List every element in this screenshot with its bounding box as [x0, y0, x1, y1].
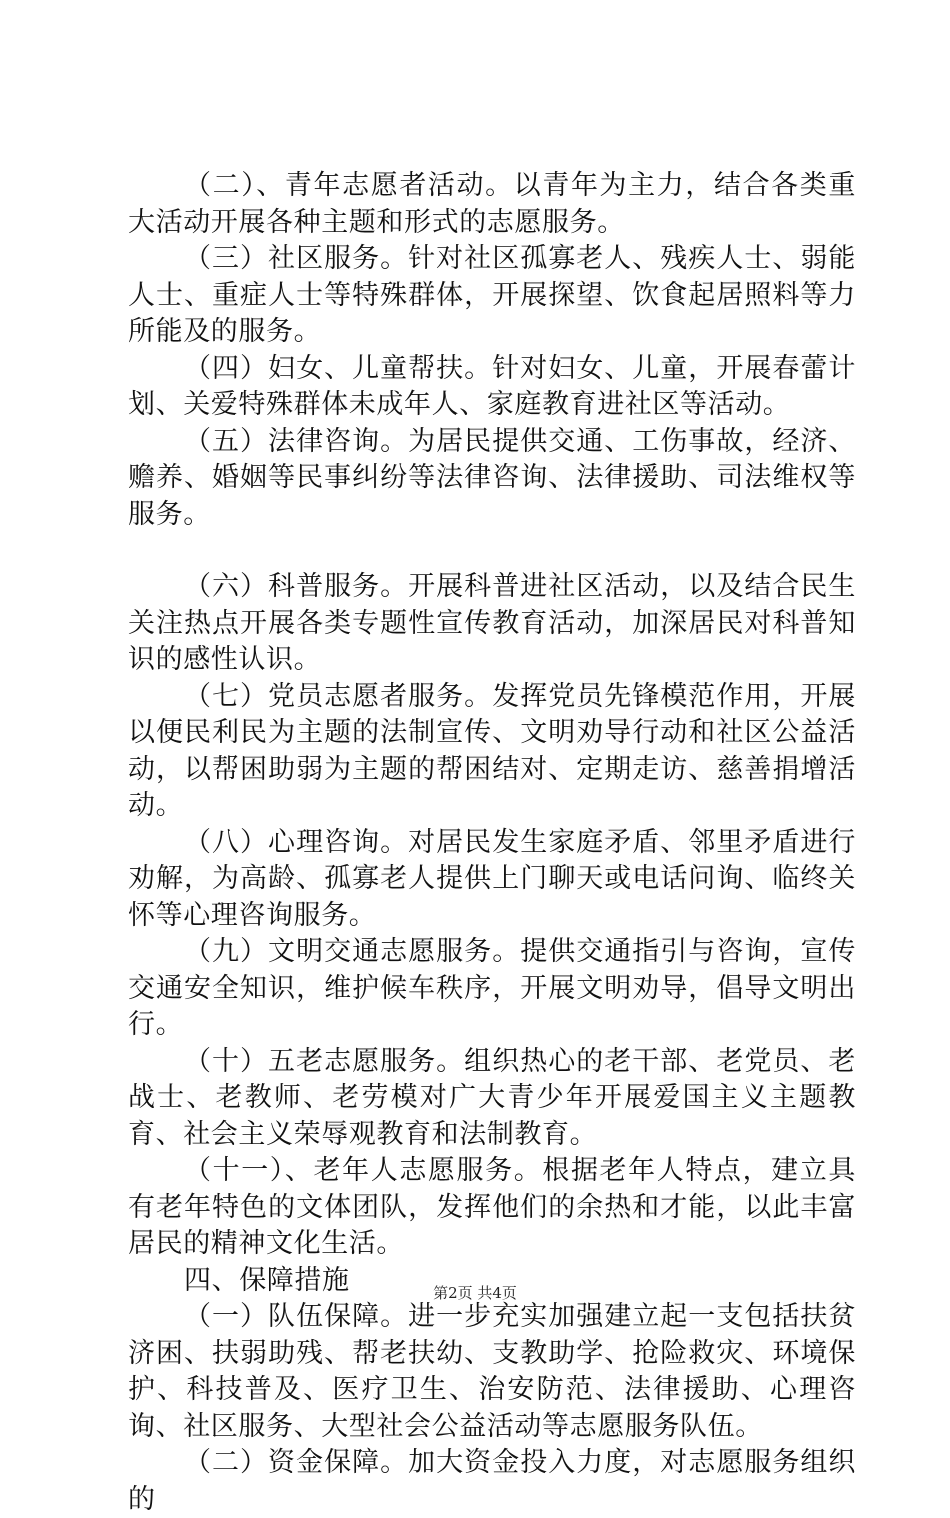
document-body [128, 168, 856, 1518]
paragraph-team-safeguard: （一）队伍保障。进一步充实加强建立起一支包括扶贫济困、扶弱助残、帮老扶幼、支教助学、抢险救灾、环境保护、科技普及、医疗卫生、治安防范、法律援助、心理咨询、社区服务、大型社会公益活动等志愿服务队伍。 [128, 1301, 856, 1442]
paragraph-youth-volunteer: （二）、青年志愿者活动。以青年为主力，结合各类重大活动开展各种主题和形式的志愿服务。 [128, 170, 856, 238]
paragraph-psych-consult: （八）心理咨询。对居民发生家庭矛盾、邻里矛盾进行劝解，为高龄、孤寡老人提供上门聊天或电话问询、临终关怀等心理咨询服务。 [128, 826, 856, 931]
paragraph-traffic-volunteer: （九）文明交通志愿服务。提供交通指引与咨询，宣传交通安全知识，维护候车秩序，开展文明劝导，倡导文明出行。 [128, 936, 856, 1040]
paragraph-women-children: （四）妇女、儿童帮扶。针对妇女、儿童，开展春蕾计划、关爱特殊群体未成年人、家庭教育进社区等活动。 [128, 352, 856, 420]
paragraph-five-elders: （十）五老志愿服务。组织热心的老干部、老党员、老战士、老教师、老劳模对广大青少年开展爱国主义主题教育、社会主义荣辱观教育和法制教育。 [128, 1045, 856, 1150]
paragraph-community-service: （三）社区服务。针对社区孤寡老人、残疾人士、弱能人士、重症人士等特殊群体，开展探望、饮食起居照料等力所能及的服务。 [128, 243, 856, 347]
paragraph-fund-safeguard: （二）资金保障。加大资金投入力度，对志愿服务组织的 [128, 1447, 856, 1515]
paragraph-science-service: （六）科普服务。开展科普进社区活动，以及结合民生关注热点开展各类专题性宣传教育活动，加深居民对科普知识的感性认识。 [128, 571, 856, 675]
paragraph-elderly-volunteer: （十一）、老年人志愿服务。根据老年人特点，建立具有老年特色的文体团队，发挥他们的余热和才能，以此丰富居民的精神文化生活。 [128, 1155, 856, 1259]
paragraph-legal-consult: （五）法律咨询。为居民提供交通、工伤事故，经济、赡养、婚姻等民事纠纷等法律咨询、法律援助、司法维权等服务。 [128, 425, 856, 530]
page-number-footer: 第2页 共4页 [433, 1284, 517, 1302]
section-heading-safeguards: 四、保障措施 [184, 1264, 350, 1296]
paragraph-party-volunteer: （七）党员志愿者服务。发挥党员先锋模范作用，开展以便民利民为主题的法制宣传、文明劝导行动和社区公益活动，以帮困助弱为主题的帮困结对、定期走访、慈善捐增活动。 [128, 680, 856, 821]
